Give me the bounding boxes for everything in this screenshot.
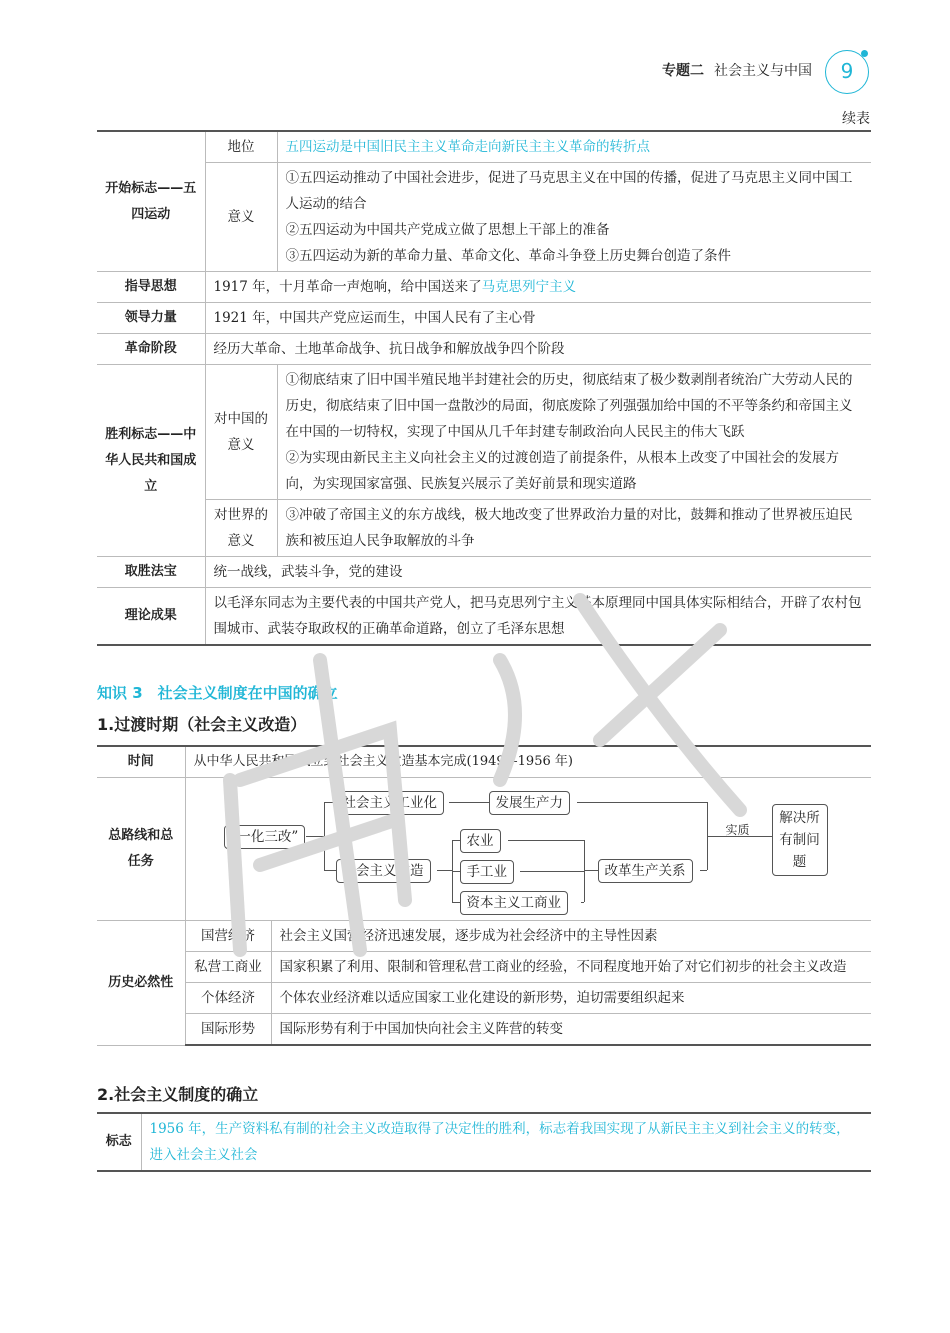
guiding-label: 指导思想 (97, 272, 205, 303)
productivity-box: 发展生产力 (489, 791, 571, 815)
time-label: 时间 (97, 746, 185, 778)
necessity-row-text: 个体农业经济难以适应国家工业化建设的新形势，迫切需要组织起来 (271, 983, 871, 1014)
handicraft-box: 手工业 (460, 860, 515, 884)
china-item: ①彻底结束了旧中国半殖民地半封建社会的历史，彻底结束了极少数剥削者统治广大劳动人民的历史，彻底结束了旧中国一盘散沙的局面，彻底废除了列强强加给中国的不平等条约和帝国主义在中国的一切特权，实现了中国从几千年封建专制政治向人民民主的伟大飞跃 (285, 372, 853, 440)
one-three-box: “一化三改” (224, 825, 306, 849)
stages-text: 经历大革命、土地革命战争、抗日战争和解放战争四个阶段 (205, 334, 871, 365)
page-number-dot-icon (861, 50, 868, 57)
meaning-item: ②五四运动为中国共产党成立做了思想上干部上的准备 (285, 222, 610, 238)
result-box: 解决所有制问题 (772, 804, 828, 876)
necessity-row-text: 国际形势有利于中国加快向社会主义阵营的转变 (271, 1014, 871, 1046)
meaning-cell (277, 163, 871, 272)
transformation-box: 社会主义改造 (336, 859, 431, 883)
relations-box: 改革生产关系 (598, 859, 693, 883)
agriculture-box: 农业 (460, 829, 501, 853)
magic-label: 取胜法宝 (97, 557, 205, 588)
leading-label: 领导力量 (97, 303, 205, 334)
theory-label: 理论成果 (97, 588, 205, 646)
time-text: 从中华人民共和国成立到社会主义改造基本完成(1949—1956 年) (185, 746, 871, 778)
china-significance-cell (277, 365, 871, 500)
necessity-row-label: 国际形势 (185, 1014, 271, 1046)
subsection-title-1: 1.过渡时期（社会主义改造） (97, 715, 307, 734)
guiding-prefix: 1917 年，十月革命一声炮响，给中国送来了 (213, 279, 482, 295)
china-item: ②为实现由新民主主义向社会主义的过渡创造了前提条件，从根本上改变了中国社会的发展方向，为实现国家富强、民族复兴展示了美好前景和现实道路 (285, 450, 839, 492)
topic-label: 专题二 (662, 63, 704, 79)
transition-table (97, 745, 871, 1046)
necessity-label: 历史必然性 (97, 921, 185, 1046)
necessity-row-text: 国家积累了利用、限制和管理私营工商业的经验，不同程度地开始了对它们初步的社会主义改造 (271, 952, 871, 983)
topic-subtitle: 社会主义与中国 (714, 63, 812, 79)
mark-label: 标志 (97, 1113, 141, 1171)
theory-text: 以毛泽东同志为主要代表的中国共产党人，把马克思列宁主义基本原理同中国具体实际相结合，开辟了农村包围城市、武装夺取政权的正确革命道路，创立了毛泽东思想 (205, 588, 871, 646)
essence-label: 实质 (725, 823, 750, 837)
meaning-label: 意义 (205, 163, 277, 272)
meaning-item: ①五四运动推动了中国社会进步，促进了马克思主义在中国的传播，促进了马克思主义同中国工人运动的结合 (285, 170, 853, 212)
necessity-row-label: 国营经济 (185, 921, 271, 952)
page-header (662, 60, 812, 80)
general-line-cell (185, 778, 871, 921)
necessity-row-label: 个体经济 (185, 983, 271, 1014)
page-number: 9 (825, 50, 869, 94)
general-line-diagram (194, 784, 854, 914)
continued-label: 续表 (842, 111, 870, 127)
guiding-text (205, 272, 871, 303)
stages-label: 革命阶段 (97, 334, 205, 365)
status-label: 地位 (205, 131, 277, 163)
necessity-row-text: 社会主义国营经济迅速发展，逐步成为社会经济中的主导性因素 (271, 921, 871, 952)
china-significance-label: 对中国的意义 (205, 365, 277, 500)
capitalist-box: 资本主义工商业 (460, 891, 569, 915)
establishment-table (97, 1112, 871, 1172)
mark-text: 1956 年，生产资料私有制的社会主义改造取得了决定性的胜利，标志着我国实现了从新民主主义到社会主义的转变，进入社会主义社会 (141, 1113, 871, 1171)
world-significance-label: 对世界的意义 (205, 500, 277, 557)
victory-label: 胜利标志——中华人民共和国成立 (97, 365, 205, 557)
leading-text: 1921 年，中国共产党应运而生，中国人民有了主心骨 (205, 303, 871, 334)
revolution-table (97, 130, 871, 646)
necessity-row-label: 私营工商业 (185, 952, 271, 983)
subsection-title-2: 2.社会主义制度的确立 (97, 1085, 259, 1104)
general-line-label: 总路线和总任务 (97, 778, 185, 921)
magic-text: 统一战线，武装斗争，党的建设 (205, 557, 871, 588)
industrialization-box: 社会主义工业化 (336, 791, 445, 815)
meaning-item: ③五四运动为新的革命力量、革命文化、革命斗争登上历史舞台创造了条件 (285, 248, 731, 264)
status-text: 五四运动是中国旧民主主义革命走向新民主主义革命的转折点 (277, 131, 871, 163)
guiding-highlight: 马克思列宁主义 (481, 279, 577, 295)
section-title: 知识 3 社会主义制度在中国的确立 (97, 684, 338, 702)
world-significance-text: ③冲破了帝国主义的东方战线，极大地改变了世界政治力量的对比，鼓舞和推动了世界被压迫民族和被压迫人民争取解放的斗争 (277, 500, 871, 557)
start-label: 开始标志——五四运动 (97, 131, 205, 272)
